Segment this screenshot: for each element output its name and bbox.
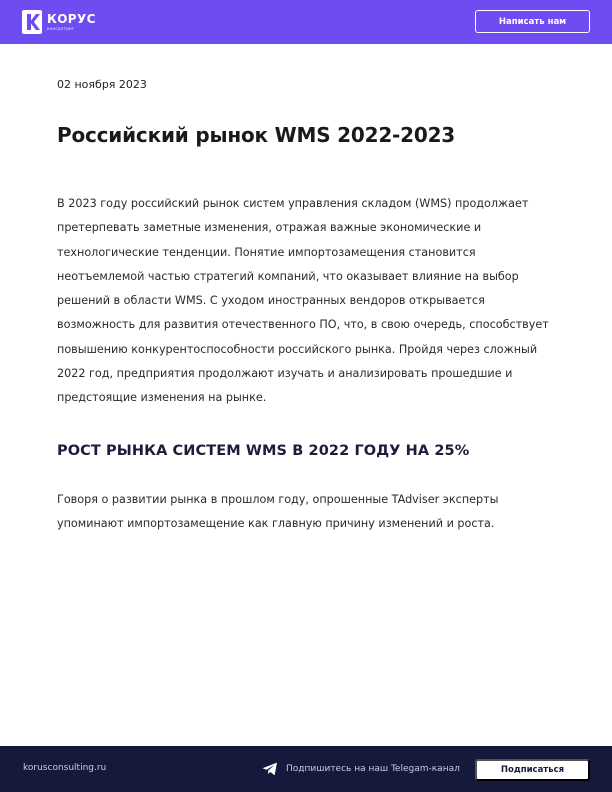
logo-name: КОРУС — [47, 11, 96, 26]
contact-us-button[interactable]: Написать нам — [475, 10, 590, 33]
logo-wordmark — [47, 13, 96, 32]
footer-bar — [0, 746, 612, 792]
section-paragraph: Говоря о развитии рынка в прошлом году, опрошенные TAdviser эксперты упоминают импортозамещение как главную причину изменений и роста. — [57, 493, 499, 531]
subscribe-button[interactable]: Подписаться — [475, 759, 590, 781]
telegram-subscribe-link[interactable] — [262, 761, 460, 777]
telegram-icon — [262, 762, 278, 776]
article-title: Российский рынок WMS 2022-2023 — [57, 123, 456, 147]
korus-logo-icon — [22, 10, 42, 34]
section-heading: РОСТ РЫНКА СИСТЕМ WMS В 2022 ГОДУ НА 25% — [57, 443, 470, 459]
korus-logo[interactable] — [22, 10, 96, 34]
logo-subtitle: консалтинг — [47, 25, 75, 31]
article-intro: В 2023 году российский рынок систем управления складом (WMS) продолжает претерпевать заметные изменения, отражая важные экономические и технологические тенденции. Понятие импортозамещения становится неотъемлемой частью стратегий компаний, что оказывает влияние на выбор решений в области WMS. С уходом иностранных вендоров открывается возможность для развития отечественного ПО, что, в свою очередь, способствует повышению конкурентоспособности российского рынка. Пройдя через сложный 2022 год, предприятия продолжают изучать и анализировать прошедшие и предстоящие изменения на рынке. — [57, 197, 549, 405]
telegram-text: Подпишитесь на наш Telegam-канал — [286, 764, 460, 774]
article-date: 02 ноября 2023 — [57, 78, 147, 91]
site-link[interactable]: korusconsulting.ru — [23, 763, 107, 773]
header-bar — [0, 0, 612, 44]
